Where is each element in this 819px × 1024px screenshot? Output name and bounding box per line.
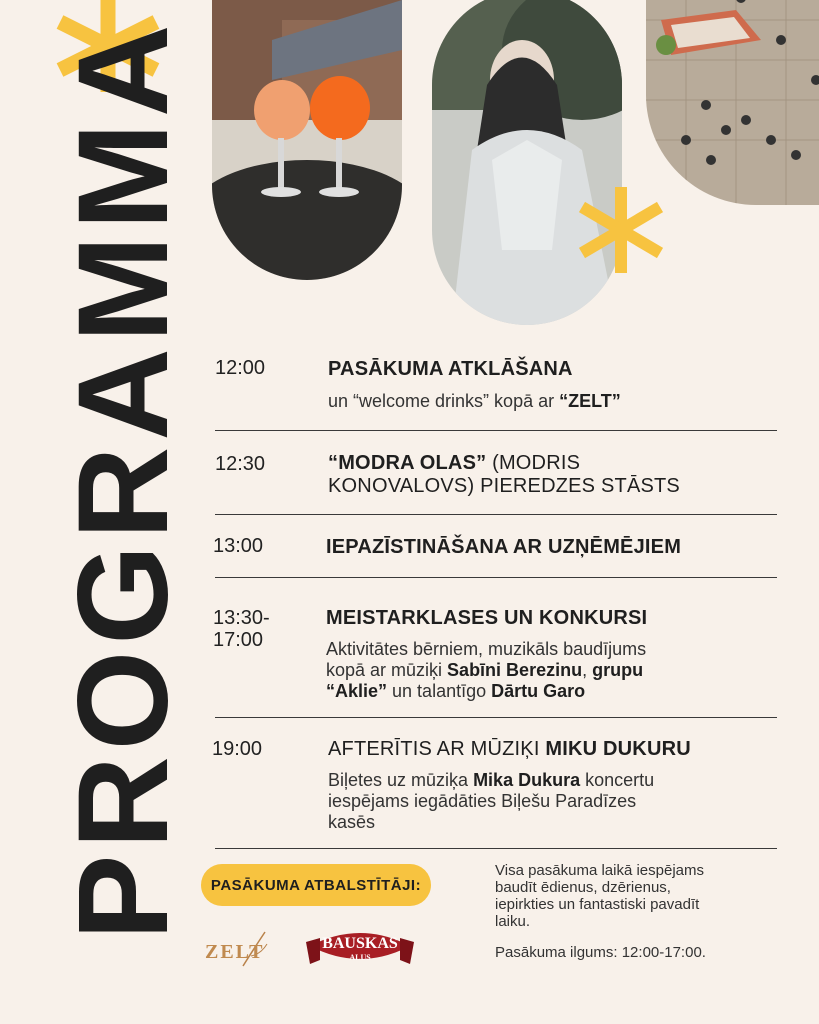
event-time: 12:00 — [215, 357, 266, 379]
event-time: 13:30- 17:00 — [213, 607, 270, 651]
event-description: Biļetes uz mūziķa Mika Dukura koncertu iespējams iegādāties Biļešu Paradīzes kasēs — [328, 770, 655, 832]
event-time: 12:30 — [215, 453, 266, 475]
svg-text:ALUS: ALUS — [349, 953, 371, 962]
event-description: un “welcome drinks” kopā ar “ZELT” — [328, 391, 621, 411]
bauskas-alus-logo — [304, 920, 416, 974]
event-title: PASĀKUMA ATKLĀŠANA — [328, 358, 573, 380]
event-time: 13:00 — [213, 535, 264, 557]
svg-text:ZELT: ZELT — [205, 941, 265, 963]
artist-portrait-photo — [432, 0, 622, 325]
svg-text:BAUSKAS: BAUSKAS — [322, 935, 398, 952]
event-time: 19:00 — [212, 738, 263, 760]
schedule-row — [215, 431, 777, 515]
schedule-row — [215, 578, 777, 718]
event-title: “MODRA OLAS” (MODRIS KONOVALOVS) PIEREDZES STĀSTS — [328, 452, 680, 497]
zelt-logo — [203, 930, 283, 970]
sponsors-label-badge: PASĀKUMA ATBALSTĪTĀJI: — [201, 864, 431, 906]
page-title: PROGRAMMA — [52, 18, 195, 940]
event-info — [495, 862, 765, 975]
info-text: Visa pasākuma laikā iespējams baudīt ēdienus, dzērienus, iepirkties un fantastiski pavadīt laiku. — [495, 862, 704, 930]
event-description: Aktivitātes bērniem, muzikāls baudījums kopā ar mūziķi Sabīni Berezinu, grupu “Aklie” un talantīgo Dārtu Garo — [326, 639, 647, 701]
event-title: AFTERĪTIS AR MŪZIĶI MIKU DUKURU — [328, 738, 691, 760]
event-title: IEPAZĪSTINĀŠANA AR UZŅĒMĒJIEM — [326, 536, 682, 558]
event-title: MEISTARKLASES UN KONKURSI — [326, 607, 648, 629]
crowd-courtyard-aerial-photo — [646, 0, 819, 205]
schedule — [212, 345, 777, 849]
schedule-row — [215, 345, 777, 431]
cocktails-on-terrace-photo — [212, 0, 402, 280]
duration-text: Pasākuma ilgums: 12:00-17:00. — [495, 944, 706, 961]
schedule-row — [212, 718, 777, 849]
asterisk-star-icon — [578, 187, 664, 273]
schedule-row — [215, 515, 777, 578]
